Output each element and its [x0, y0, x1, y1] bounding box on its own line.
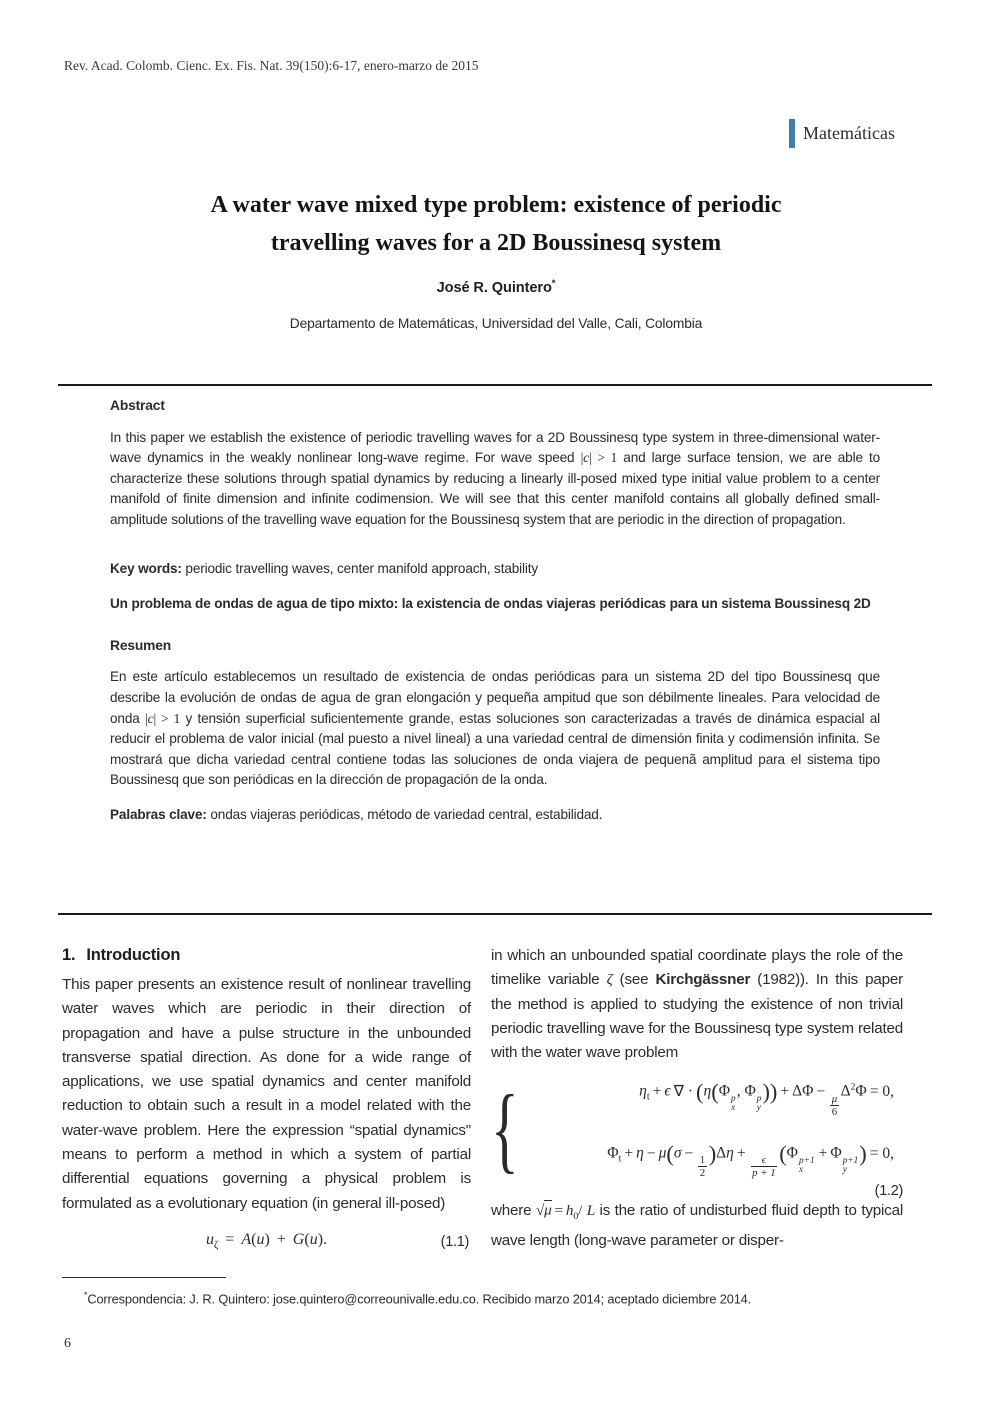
math-token: Φ: [607, 1144, 619, 1162]
divider-bottom: [58, 913, 932, 915]
footnote-rule: [62, 1277, 226, 1278]
math-token: μ: [544, 1201, 552, 1219]
footnote: *Correspondencia: J. R. Quintero: jose.quintero@correounivalle.edu.co. Recibido marzo 2014; aceptado diciembre 2014.: [84, 1290, 752, 1307]
equation-1-2-line1: [527, 1079, 897, 1118]
section-number: 1.: [62, 946, 76, 964]
equation-1-2: [491, 1075, 903, 1183]
math-token: (: [304, 1230, 310, 1248]
math-token: | > 1: [153, 710, 181, 726]
cited-author: Kirchgässner: [655, 971, 751, 989]
math-token: u: [256, 1230, 265, 1248]
math-token: +: [652, 1083, 662, 1101]
math-token: −: [684, 1144, 694, 1162]
math-token: Φ: [744, 1083, 756, 1101]
math-token: |: [144, 710, 148, 726]
introduction-heading: [62, 946, 471, 965]
math-token: +: [276, 1230, 286, 1248]
math-token: +: [818, 1144, 828, 1162]
equation-tag: (1.1): [440, 1233, 469, 1250]
math-token: h: [565, 1201, 574, 1219]
math-token: =: [554, 1201, 563, 1219]
big-paren: (: [666, 1141, 674, 1167]
big-paren: ): [859, 1141, 867, 1167]
palabras-clave: Palabras clave: ondas viajeras periódicas, método de variedad central, estabilidad.: [110, 806, 603, 822]
system-brace: {: [491, 1075, 519, 1183]
fraction: $\frac{1}{2}$: [699, 1154, 706, 1180]
math-token: = 0,: [869, 1144, 894, 1162]
math-token: t: [646, 1092, 650, 1104]
right-paragraph: in which an unbounded spatial coordinate plays the role of the timelike variable ζ (see Kirchgässner (1982)). In this paper the method is applied to studying the existence of non trivial periodic travelling wave for the Boussinesq type system related with the water wave problem: [491, 947, 903, 1062]
where-paragraph: where $√\mu = h_0/$ L is the ratio of undisturbed fluid depth to typical wave length (long-wave parameter or disper-: [491, 1201, 903, 1249]
divider-top: [58, 384, 932, 386]
math-token: −: [816, 1083, 826, 1101]
resumen-body: En este artículo establecemos un resultado de existencia de ondas periódicas para un sistema 2D del tipo Boussinesq que describe la evolución de ondas de agua de gran elongación y pequeña ampitud que son débilmente lineales. Para velocidad de onda |c| > 1 y tensión superficial suficientemente grande, estas soluciones son caracterizadas a través de dinámica espacial al reducir el problema de valor inicial (mal puesto a nivel lineal) a una variedad central de dimensión finita y codimensión infinita. Se mostrará que dicha variedad central contiene todas las soluciones de onda viajera de pequenã amplitud para el sistema tipo Boussinesq que son periódicas en la dirección de propagación de la onda.: [110, 669, 880, 788]
big-paren: ): [769, 1079, 778, 1105]
fraction: $\frac{\epsilon}{p + 1}$: [752, 1154, 776, 1180]
math-token: = 0,: [869, 1083, 894, 1101]
math-token: −: [646, 1144, 656, 1162]
journal-header: Rev. Acad. Colomb. Cienc. Ex. Fis. Nat. 39(150):6-17, enero-marzo de 2015: [64, 58, 479, 73]
math-token: c: [583, 450, 590, 466]
affiliation: Departamento de Matemáticas, Universidad del Valle, Cali, Colombia: [289, 316, 703, 331]
section-title: Introduction: [86, 946, 181, 964]
math-token: Δ: [840, 1083, 851, 1101]
big-paren: (: [696, 1079, 704, 1105]
paper-title-line2: travelling waves for a 2D Boussinesq system: [270, 230, 722, 256]
math-token: ΔΦ: [792, 1083, 814, 1101]
math-token: =: [225, 1230, 235, 1248]
math-token: (: [251, 1230, 257, 1248]
math-token: L: [586, 1201, 595, 1219]
math-token: Φ: [855, 1083, 867, 1101]
math-token: t: [618, 1153, 622, 1165]
section-name: Matemáticas: [803, 123, 895, 143]
resumen-heading: Resumen: [110, 637, 172, 653]
abstract-heading: Abstract: [110, 398, 165, 413]
section-accent-bar: [789, 119, 795, 148]
section-label: [789, 119, 895, 148]
math-token: σ: [673, 1144, 682, 1162]
math-token: η: [639, 1083, 647, 1101]
big-paren: ): [762, 1079, 770, 1105]
abstract-body: In this paper we establish the existence of periodic travelling waves for a 2D Boussinesq type system in three-dimensional water-wave dynamics in the weakly nonlinear long-wave regime. For wave speed |c| > 1 and large surface tension, we are able to characterize these solutions through spatial dynamics by reducing a linearly ill-posed mixed type initial value problem to a center manifold of finite dimension and infinite codimension. We will see that this center manifold contains all globally defined small-amplitude solutions of the travelling wave equation for the Boussinesq system that are periodic in the direction of propagation.: [110, 429, 880, 527]
palabras-label: Palabras clave:: [110, 806, 207, 822]
equation-lines: [527, 1079, 903, 1179]
math-token: 2: [850, 1081, 856, 1093]
math-token: G: [292, 1230, 305, 1248]
math-token: ∇ ·: [673, 1083, 694, 1101]
sup-sub-stack: p+1 x: [799, 1155, 815, 1175]
page-number: 6: [64, 1336, 71, 1351]
math-token: +: [736, 1144, 746, 1162]
paper-title: [60, 186, 932, 262]
math-token: ): [264, 1230, 270, 1248]
equation-1-1: [62, 1231, 471, 1251]
abstract-section: [110, 396, 880, 839]
math-token: μ: [658, 1144, 667, 1162]
equation-tag: (1.2): [874, 1182, 903, 1199]
math-token: Φ: [786, 1144, 799, 1162]
big-paren: (: [711, 1079, 719, 1105]
math-token: ζ: [606, 971, 613, 989]
math-token: η: [726, 1144, 734, 1162]
sup-sub-stack: p+1 y: [842, 1155, 859, 1175]
math-token: +: [624, 1144, 634, 1162]
fraction: $\frac{\mu}{6}$: [831, 1092, 838, 1118]
math-token: |: [580, 450, 584, 466]
math-token: η: [636, 1144, 644, 1162]
math-token: ϵ: [664, 1083, 671, 1101]
keywords: Key words: periodic travelling waves, center manifold approach, stability: [110, 560, 539, 576]
math-token: Φ: [718, 1083, 731, 1101]
left-column: [62, 946, 471, 1251]
introduction-paragraph: This paper presents an existence result of nonlinear travelling water waves which are periodic in their direction of propagation and have a pulse structure in the unbounded transverse spatial direction. As done for a wide range of applications, we use spatial dynamics and center manifold reduction to obtain such a result in a model related with the water-wave problem. Here the expression “spatial dynamics" means to perform a method in which a system of partial differential equations governing a physical problem is formulated as a evolutionary equation (in general ill-posed): [62, 976, 471, 1212]
math-token: u: [205, 1230, 214, 1248]
math-token: /: [578, 1201, 583, 1219]
sup-sub-stack: p y: [756, 1094, 762, 1114]
big-paren: ): [708, 1141, 717, 1167]
math-token: +: [780, 1083, 790, 1101]
math-token: c: [147, 710, 154, 726]
math-token: ,: [736, 1083, 745, 1101]
big-paren: (: [779, 1141, 787, 1167]
right-column: [491, 944, 903, 1253]
author-footnote-mark: *: [551, 278, 556, 289]
math-token: Φ: [830, 1144, 842, 1162]
math-token: Δ: [716, 1144, 727, 1162]
math-token: ζ: [213, 1240, 219, 1252]
equation-1-2-line2: [527, 1141, 897, 1180]
math-token: 0: [573, 1210, 579, 1222]
author: José R. Quintero*: [436, 278, 556, 296]
math-token: ).: [317, 1230, 328, 1248]
footnote-mark: *: [84, 1290, 88, 1300]
math-token: | > 1: [589, 450, 618, 466]
spanish-title: Un problema de ondas de agua de tipo mixto: la existencia de ondas viajeras periódicas para un sistema Boussinesq 2D: [110, 596, 871, 612]
math-token: u: [309, 1230, 318, 1248]
math-token: A: [241, 1230, 252, 1248]
sqrt-radical: √: [535, 1201, 545, 1219]
keywords-label: Key words:: [110, 560, 182, 576]
paper-title-line1: A water wave mixed type problem: existence of periodic: [210, 192, 782, 218]
math-token: η: [703, 1083, 712, 1101]
sup-sub-stack: p x: [731, 1094, 736, 1114]
